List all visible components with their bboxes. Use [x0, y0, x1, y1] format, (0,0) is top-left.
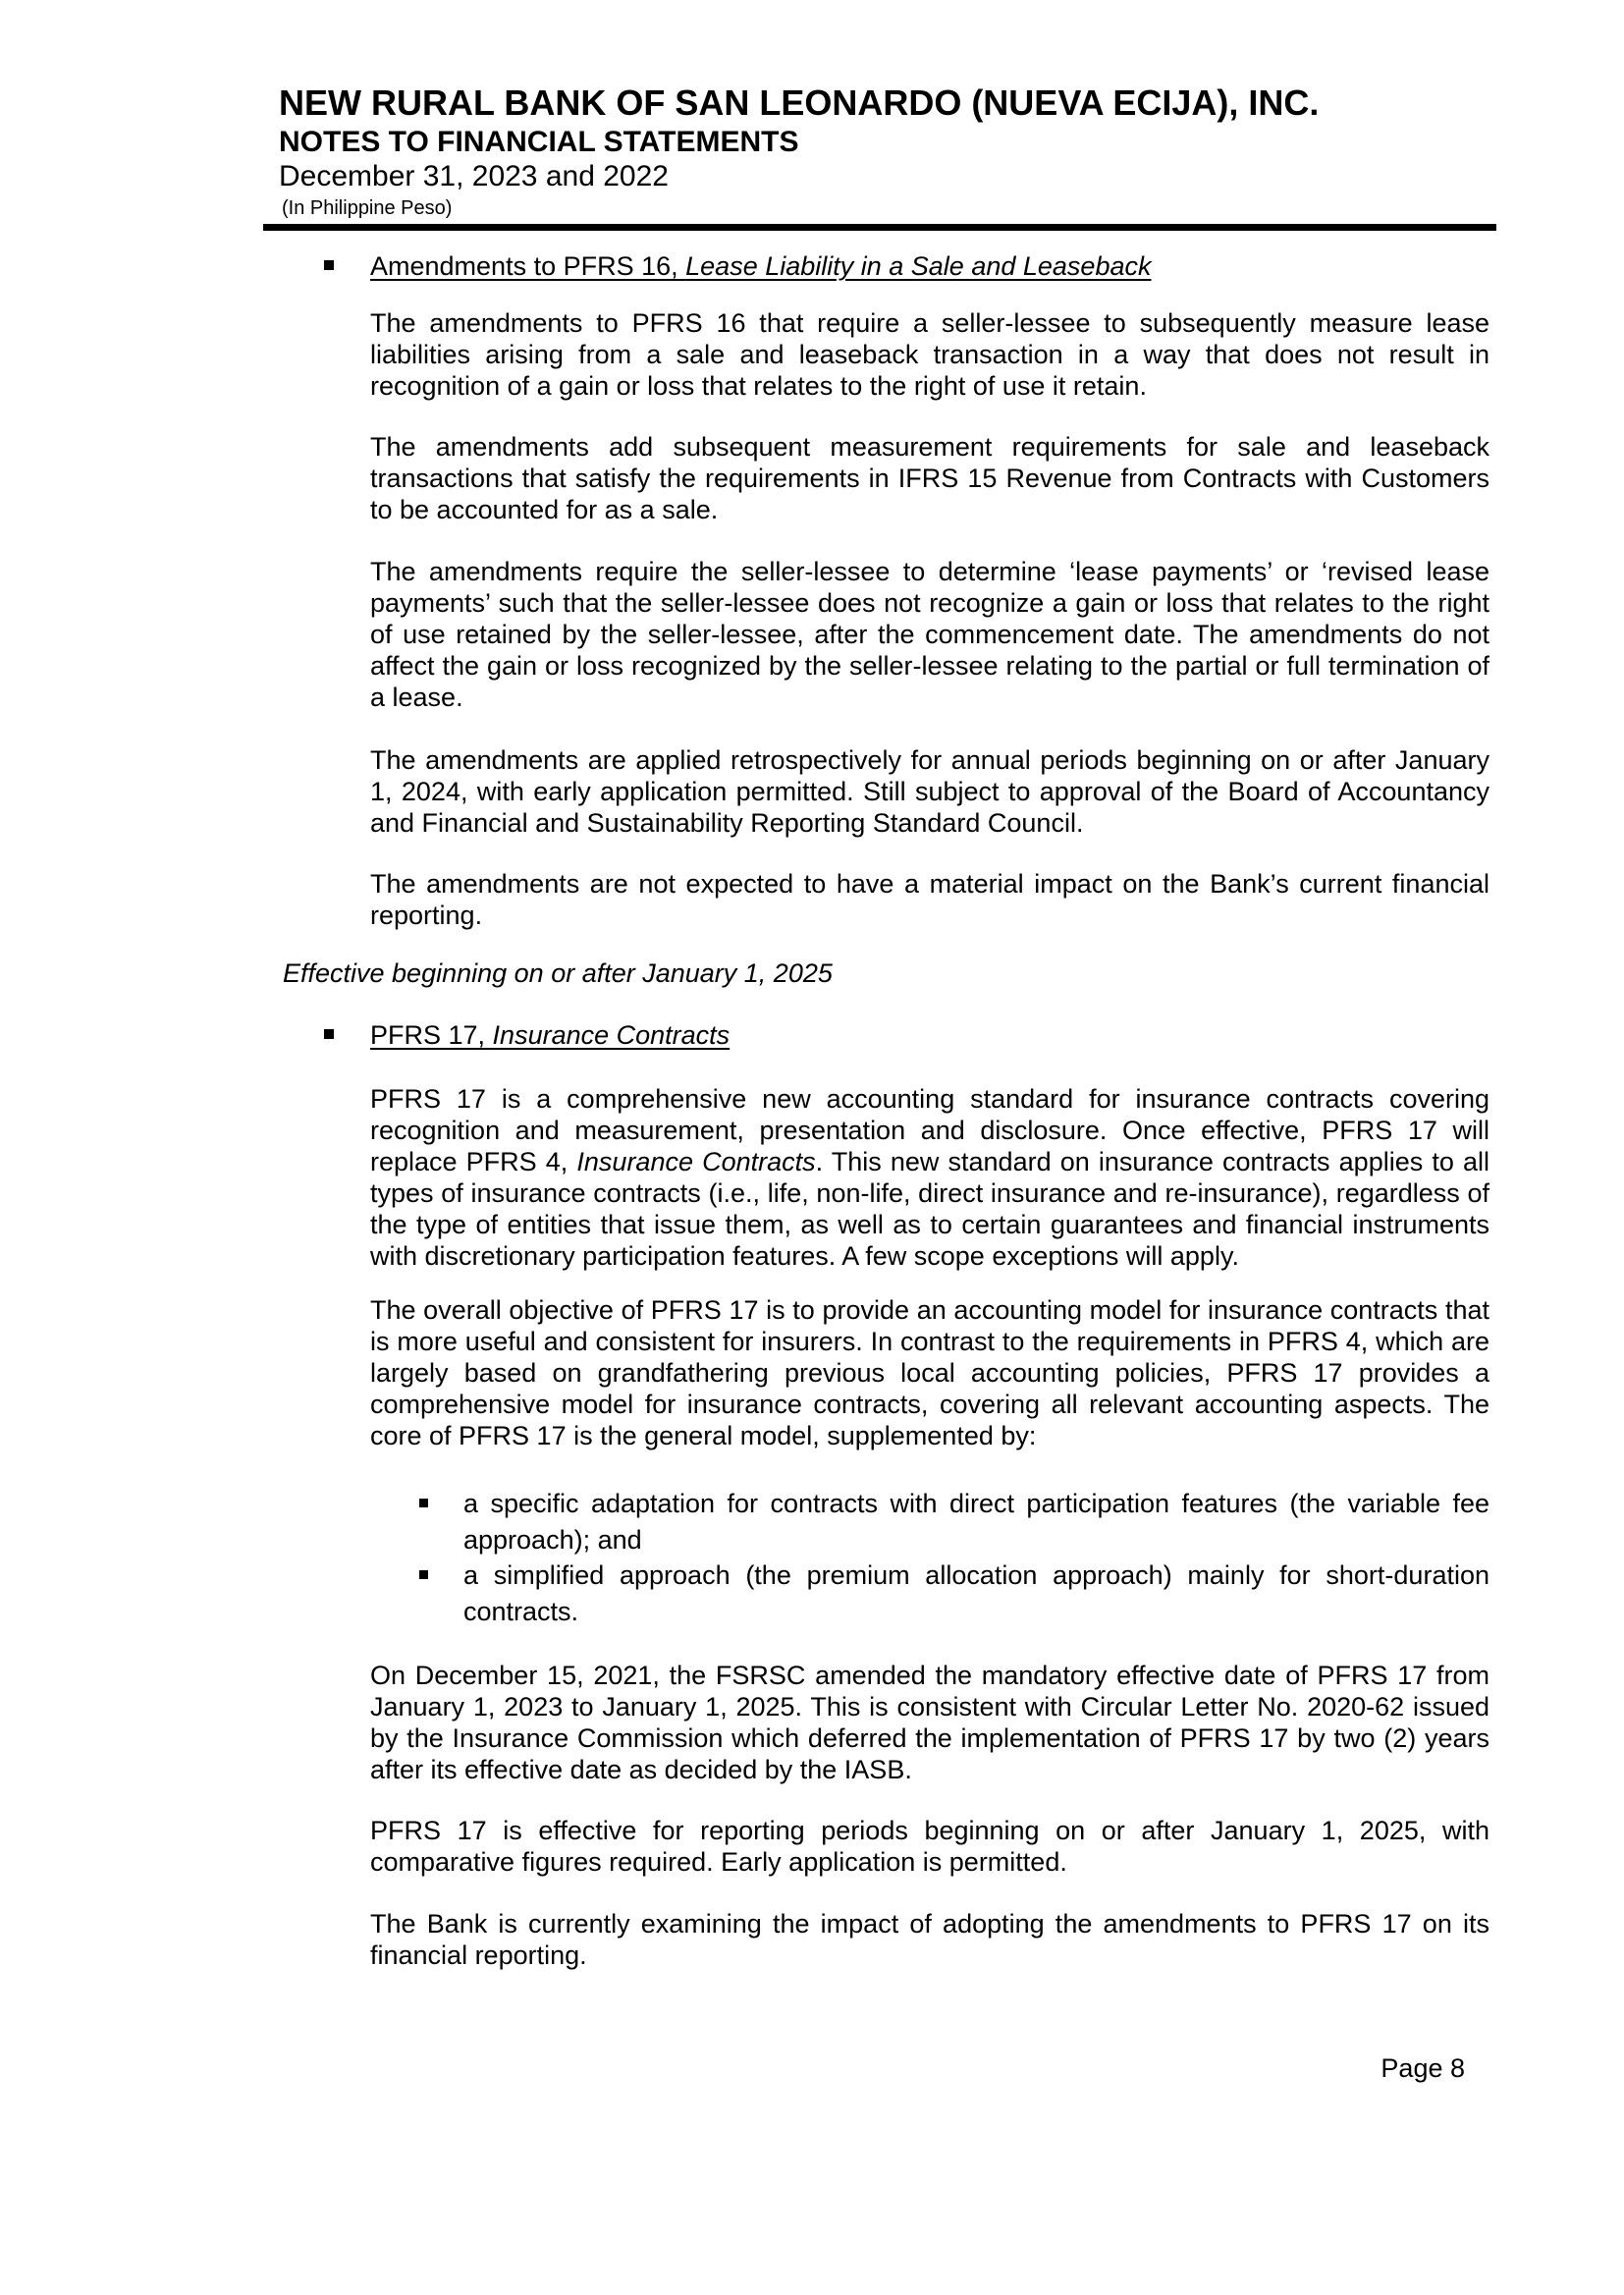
pfrs17-paragraph-1-before: PFRS 17 is a comprehensive new accounting standard for insurance contracts covering recognition and measurement, presentation and disclosure. Once effective, PFRS 17 will replace PFRS 4, [370, 1084, 1489, 1176]
pfrs16-paragraph-5: The amendments are not expected to have a material impact on the Bank’s current financial reporting. [370, 869, 1489, 930]
page-footer [283, 2052, 1465, 2084]
list-item [463, 1486, 1489, 1557]
pfrs16-paragraph-4: The amendments are applied retrospectively for annual periods beginning on or after January 1, 2024, with early application permitted. Still subject to approval of the Board of Accountancy and Financial and Sustainability Reporting Standard Council. [370, 745, 1489, 838]
document-header [0, 82, 1624, 231]
pfrs17-heading-title: Insurance Contracts [492, 1020, 731, 1050]
pfrs16-paragraph-3: The amendments require the seller-lessee to determine ‘lease payments’ or ‘revised lease payments’ such that the seller-lessee does not recognize a gain or loss that relates to the right of use retained by the seller-lessee, after the commencement date. The amendments do not affect the gain or loss recognized by the seller-lessee relating to the partial or full termination of a lease. [370, 557, 1489, 712]
pfrs17-approach-list [463, 1486, 1496, 1629]
pfrs17-paragraph-1 [370, 1083, 1489, 1272]
pfrs17-paragraph-2: The overall objective of PFRS 17 is to provide an accounting model for insurance contracts that is more useful and consistent for insurers. In contrast to the requirements in PFRS 4, which are largely based on grandfathering previous local accounting policies, PFRS 17 provides a comprehensive model for insurance contracts, covering all relevant accounting aspects. The core of PFRS 17 is the general model, supplemented by: [370, 1295, 1489, 1450]
bank-name: NEW RURAL BANK OF SAN LEONARDO (NUEVA ECIJA), INC. [279, 82, 1320, 123]
notes-body [283, 250, 1496, 1971]
bullet-square-icon [419, 1570, 428, 1579]
pfrs17-paragraph-3: On December 15, 2021, the FSRSC amended the mandatory effective date of PFRS 17 from January 1, 2023 to January 1, 2025. This is consistent with Circular Letter No. 2020-62 issued by the Insurance Commission which deferred the implementation of PFRS 17 by two (2) years after its effective date as decided by the IASB. [370, 1661, 1489, 1785]
list-item [463, 1557, 1489, 1629]
pfrs17-heading-text [370, 1020, 730, 1050]
pfrs17-paragraph-4: PFRS 17 is effective for reporting periods beginning on or after January 1, 2025, with comparative figures required. Early application is permitted. [370, 1816, 1489, 1878]
pfrs16-heading-text [370, 251, 1151, 281]
pfrs17-paragraph-1-after: . This new standard on insurance contracts applies to all types of insurance contracts (i.e., life, non-life, direct insurance and re-insurance), regardless of the type of entities that issue them, as well as to certain guarantees and financial instruments with discretionary participation features. A few scope exceptions will apply. [370, 1147, 1489, 1271]
bullet-square-icon [324, 1029, 334, 1039]
document-title: NOTES TO FINANCIAL STATEMENTS [279, 126, 799, 158]
pfrs17-paragraph-1-italic: Insurance Contracts [576, 1147, 816, 1176]
list-item-text: a simplified approach (the premium allocation approach) mainly for short-duration contracts. [463, 1560, 1489, 1626]
bullet-square-icon [324, 260, 334, 270]
bullet-square-icon [419, 1499, 428, 1507]
pfrs17-heading [370, 1019, 1496, 1051]
pfrs16-heading-title: Lease Liability in a Sale and Leaseback [685, 251, 1152, 281]
date-line: December 31, 2023 and 2022 [279, 160, 669, 192]
pfrs16-paragraph-2: The amendments add subsequent measurement requirements for sale and leaseback transactions that satisfy the requirements in IFRS 15 Revenue from Contracts with Customers to be accounted for as a sale. [370, 432, 1489, 524]
list-item-text: a specific adaptation for contracts with direct participation features (the variable fee approach); and [463, 1489, 1489, 1555]
pfrs17-heading-prefix: PFRS 17, [370, 1020, 493, 1050]
pfrs17-paragraph-5: The Bank is currently examining the impact of adopting the amendments to PFRS 17 on its financial reporting. [370, 1909, 1489, 1971]
pfrs16-heading [370, 250, 1496, 282]
pfrs16-paragraph-1: The amendments to PFRS 16 that require a seller-lessee to subsequently measure lease liabilities arising from a sale and leaseback transaction in a way that does not result in recognition of a gain or loss that relates to the right of use it retain. [370, 308, 1489, 401]
pfrs16-heading-prefix: Amendments to PFRS 16, [370, 251, 686, 281]
currency-note: (In Philippine Peso) [282, 197, 453, 219]
page-number: Page 8 [1380, 2053, 1465, 2084]
header-rule [263, 224, 1496, 231]
effective-date-section-heading: Effective beginning on or after January 1, 2025 [283, 958, 833, 988]
